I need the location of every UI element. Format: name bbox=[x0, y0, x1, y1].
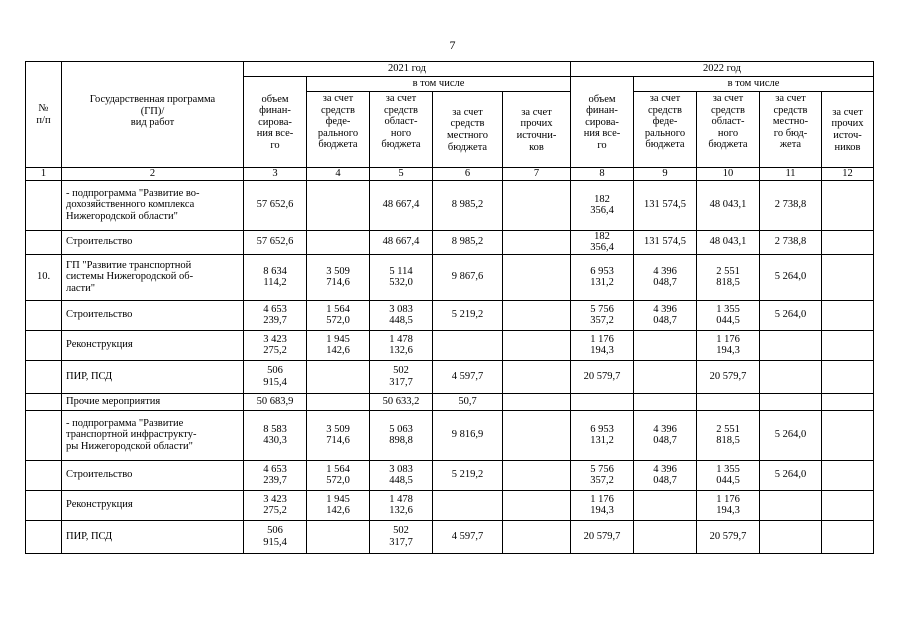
value-cell-c9 bbox=[634, 393, 697, 410]
row-name-cell: Реконструкция bbox=[62, 330, 244, 360]
row-name-cell: Строительство bbox=[62, 300, 244, 330]
col-number: 7 bbox=[503, 168, 571, 181]
col-number: 8 bbox=[571, 168, 634, 181]
header-year-2022: 2022 год bbox=[571, 62, 874, 77]
row-number-cell bbox=[26, 180, 62, 230]
value-cell-c4 bbox=[307, 520, 370, 553]
value-cell-c10: 1 355 044,5 bbox=[697, 460, 760, 490]
value-cell-c6: 9 816,9 bbox=[433, 410, 503, 460]
row-number-cell bbox=[26, 520, 62, 553]
col-number: 1 bbox=[26, 168, 62, 181]
value-cell-c8: 1 176 194,3 bbox=[571, 330, 634, 360]
value-cell-c12 bbox=[822, 460, 874, 490]
value-cell-c5: 3 083 448,5 bbox=[370, 300, 433, 330]
table-row bbox=[26, 410, 874, 460]
value-cell-c3: 50 683,9 bbox=[244, 393, 307, 410]
value-cell-c7 bbox=[503, 490, 571, 520]
value-cell-c11 bbox=[760, 360, 822, 393]
table-row bbox=[26, 230, 874, 254]
value-cell-c5: 5 063 898,8 bbox=[370, 410, 433, 460]
header-regional-2022: за счет средств област- ного бюджета bbox=[697, 92, 760, 168]
value-cell-c9: 131 574,5 bbox=[634, 180, 697, 230]
row-number-cell bbox=[26, 410, 62, 460]
column-numbers-row bbox=[26, 168, 874, 181]
value-cell-c10: 20 579,7 bbox=[697, 520, 760, 553]
row-number-cell bbox=[26, 360, 62, 393]
value-cell-c12 bbox=[822, 360, 874, 393]
header-regional-2021: за счет средств област- ного бюджета bbox=[370, 92, 433, 168]
row-name-cell: Реконструкция bbox=[62, 490, 244, 520]
value-cell-c12 bbox=[822, 180, 874, 230]
table-row bbox=[26, 460, 874, 490]
value-cell-c9: 4 396 048,7 bbox=[634, 410, 697, 460]
header-num: № п/п bbox=[26, 62, 62, 168]
value-cell-c3: 4 653 239,7 bbox=[244, 460, 307, 490]
value-cell-c11: 5 264,0 bbox=[760, 410, 822, 460]
value-cell-c9 bbox=[634, 520, 697, 553]
value-cell-c7 bbox=[503, 254, 571, 300]
value-cell-c4: 3 509 714,6 bbox=[307, 254, 370, 300]
col-number: 2 bbox=[62, 168, 244, 181]
value-cell-c6 bbox=[433, 330, 503, 360]
value-cell-c6: 50,7 bbox=[433, 393, 503, 410]
col-number: 4 bbox=[307, 168, 370, 181]
col-number: 10 bbox=[697, 168, 760, 181]
value-cell-c11: 5 264,0 bbox=[760, 254, 822, 300]
value-cell-c9: 4 396 048,7 bbox=[634, 254, 697, 300]
value-cell-c6: 4 597,7 bbox=[433, 360, 503, 393]
value-cell-c5: 502 317,7 bbox=[370, 360, 433, 393]
value-cell-c11 bbox=[760, 490, 822, 520]
value-cell-c3: 506 915,4 bbox=[244, 360, 307, 393]
value-cell-c7 bbox=[503, 180, 571, 230]
value-cell-c6: 8 985,2 bbox=[433, 230, 503, 254]
value-cell-c9: 131 574,5 bbox=[634, 230, 697, 254]
value-cell-c5: 50 633,2 bbox=[370, 393, 433, 410]
value-cell-c8: 182 356,4 bbox=[571, 180, 634, 230]
value-cell-c3: 57 652,6 bbox=[244, 180, 307, 230]
value-cell-c10: 2 551 818,5 bbox=[697, 254, 760, 300]
value-cell-c7 bbox=[503, 300, 571, 330]
header-program: Государственная программа (ГП)/ вид работ bbox=[62, 62, 244, 168]
value-cell-c11 bbox=[760, 393, 822, 410]
value-cell-c6: 9 867,6 bbox=[433, 254, 503, 300]
value-cell-c7 bbox=[503, 460, 571, 490]
header-other-2021: за счет прочих источни- ков bbox=[503, 92, 571, 168]
funding-table bbox=[25, 61, 874, 554]
value-cell-c7 bbox=[503, 230, 571, 254]
value-cell-c8 bbox=[571, 393, 634, 410]
value-cell-c11: 5 264,0 bbox=[760, 300, 822, 330]
col-number: 11 bbox=[760, 168, 822, 181]
header-including-2022: в том числе bbox=[634, 77, 874, 92]
header-federal-2021: за счет средств феде- рального бюджета bbox=[307, 92, 370, 168]
value-cell-c6: 5 219,2 bbox=[433, 300, 503, 330]
row-name-cell: Строительство bbox=[62, 230, 244, 254]
value-cell-c11: 5 264,0 bbox=[760, 460, 822, 490]
value-cell-c3: 506 915,4 bbox=[244, 520, 307, 553]
table-row bbox=[26, 360, 874, 393]
value-cell-c10 bbox=[697, 393, 760, 410]
row-number-cell bbox=[26, 393, 62, 410]
value-cell-c3: 3 423 275,2 bbox=[244, 330, 307, 360]
value-cell-c11: 2 738,8 bbox=[760, 230, 822, 254]
value-cell-c9 bbox=[634, 330, 697, 360]
value-cell-c7 bbox=[503, 393, 571, 410]
value-cell-c5: 3 083 448,5 bbox=[370, 460, 433, 490]
value-cell-c8: 5 756 357,2 bbox=[571, 460, 634, 490]
value-cell-c11 bbox=[760, 330, 822, 360]
row-name-cell: ПИР, ПСД bbox=[62, 360, 244, 393]
value-cell-c5: 48 667,4 bbox=[370, 180, 433, 230]
row-number-cell bbox=[26, 460, 62, 490]
header-year-2021: 2021 год bbox=[244, 62, 571, 77]
value-cell-c5: 1 478 132,6 bbox=[370, 490, 433, 520]
col-number: 9 bbox=[634, 168, 697, 181]
value-cell-c12 bbox=[822, 410, 874, 460]
col-number: 12 bbox=[822, 168, 874, 181]
value-cell-c8: 1 176 194,3 bbox=[571, 490, 634, 520]
table-body bbox=[26, 180, 874, 553]
row-name-cell: ГП "Развитие транспортной системы Нижегородской об- ласти" bbox=[62, 254, 244, 300]
col-number: 5 bbox=[370, 168, 433, 181]
value-cell-c9: 4 396 048,7 bbox=[634, 300, 697, 330]
header-federal-2022: за счет средств феде- рального бюджета bbox=[634, 92, 697, 168]
table-row bbox=[26, 300, 874, 330]
value-cell-c4: 1 945 142,6 bbox=[307, 330, 370, 360]
row-name-cell: - подпрограмма "Развитие транспортной инфраструкту- ры Нижегородской области" bbox=[62, 410, 244, 460]
value-cell-c12 bbox=[822, 393, 874, 410]
value-cell-c3: 57 652,6 bbox=[244, 230, 307, 254]
value-cell-c3: 8 634 114,2 bbox=[244, 254, 307, 300]
table-row bbox=[26, 180, 874, 230]
value-cell-c10: 20 579,7 bbox=[697, 360, 760, 393]
value-cell-c4 bbox=[307, 180, 370, 230]
row-number-cell bbox=[26, 300, 62, 330]
value-cell-c4 bbox=[307, 230, 370, 254]
value-cell-c4: 3 509 714,6 bbox=[307, 410, 370, 460]
col-number: 3 bbox=[244, 168, 307, 181]
value-cell-c8: 6 953 131,2 bbox=[571, 410, 634, 460]
value-cell-c3: 8 583 430,3 bbox=[244, 410, 307, 460]
table-row bbox=[26, 330, 874, 360]
value-cell-c6: 8 985,2 bbox=[433, 180, 503, 230]
header-other-2022: за счет прочих источ- ников bbox=[822, 92, 874, 168]
value-cell-c5: 5 114 532,0 bbox=[370, 254, 433, 300]
value-cell-c12 bbox=[822, 254, 874, 300]
value-cell-c12 bbox=[822, 330, 874, 360]
page-number: 7 bbox=[449, 38, 456, 52]
table-row bbox=[26, 393, 874, 410]
value-cell-c7 bbox=[503, 330, 571, 360]
header-local-2022: за счет средств местно- го бюд- жета bbox=[760, 92, 822, 168]
value-cell-c7 bbox=[503, 410, 571, 460]
row-name-cell: - подпрограмма "Развитие во- дохозяйственного комплекса Нижегородской области" bbox=[62, 180, 244, 230]
value-cell-c7 bbox=[503, 360, 571, 393]
value-cell-c11: 2 738,8 bbox=[760, 180, 822, 230]
header-total-2022: объем финан- сирова- ния все- го bbox=[571, 77, 634, 168]
value-cell-c12 bbox=[822, 520, 874, 553]
value-cell-c3: 3 423 275,2 bbox=[244, 490, 307, 520]
value-cell-c6: 4 597,7 bbox=[433, 520, 503, 553]
value-cell-c6: 5 219,2 bbox=[433, 460, 503, 490]
value-cell-c5: 48 667,4 bbox=[370, 230, 433, 254]
value-cell-c5: 1 478 132,6 bbox=[370, 330, 433, 360]
value-cell-c8: 20 579,7 bbox=[571, 520, 634, 553]
value-cell-c3: 4 653 239,7 bbox=[244, 300, 307, 330]
value-cell-c8: 6 953 131,2 bbox=[571, 254, 634, 300]
value-cell-c6 bbox=[433, 490, 503, 520]
row-name-cell: Строительство bbox=[62, 460, 244, 490]
value-cell-c10: 1 176 194,3 bbox=[697, 490, 760, 520]
col-number: 6 bbox=[433, 168, 503, 181]
header-total-2021: объем финан- сирова- ния все- го bbox=[244, 77, 307, 168]
row-number-cell: 10. bbox=[26, 254, 62, 300]
value-cell-c12 bbox=[822, 230, 874, 254]
value-cell-c5: 502 317,7 bbox=[370, 520, 433, 553]
header-including-2021: в том числе bbox=[307, 77, 571, 92]
row-name-cell: Прочие мероприятия bbox=[62, 393, 244, 410]
value-cell-c4: 1 564 572,0 bbox=[307, 460, 370, 490]
value-cell-c9 bbox=[634, 490, 697, 520]
value-cell-c10: 48 043,1 bbox=[697, 230, 760, 254]
value-cell-c12 bbox=[822, 490, 874, 520]
value-cell-c8: 182 356,4 bbox=[571, 230, 634, 254]
header-local-2021: за счет средств местного бюджета bbox=[433, 92, 503, 168]
value-cell-c8: 5 756 357,2 bbox=[571, 300, 634, 330]
value-cell-c10: 48 043,1 bbox=[697, 180, 760, 230]
value-cell-c4: 1 945 142,6 bbox=[307, 490, 370, 520]
value-cell-c4 bbox=[307, 360, 370, 393]
table-row bbox=[26, 520, 874, 553]
value-cell-c10: 1 355 044,5 bbox=[697, 300, 760, 330]
value-cell-c4 bbox=[307, 393, 370, 410]
table-header bbox=[26, 62, 874, 181]
row-number-cell bbox=[26, 230, 62, 254]
table-row bbox=[26, 490, 874, 520]
value-cell-c10: 2 551 818,5 bbox=[697, 410, 760, 460]
value-cell-c9 bbox=[634, 360, 697, 393]
value-cell-c8: 20 579,7 bbox=[571, 360, 634, 393]
table-row bbox=[26, 254, 874, 300]
value-cell-c12 bbox=[822, 300, 874, 330]
value-cell-c7 bbox=[503, 520, 571, 553]
row-name-cell: ПИР, ПСД bbox=[62, 520, 244, 553]
row-number-cell bbox=[26, 490, 62, 520]
row-number-cell bbox=[26, 330, 62, 360]
value-cell-c11 bbox=[760, 520, 822, 553]
value-cell-c10: 1 176 194,3 bbox=[697, 330, 760, 360]
value-cell-c9: 4 396 048,7 bbox=[634, 460, 697, 490]
value-cell-c4: 1 564 572,0 bbox=[307, 300, 370, 330]
